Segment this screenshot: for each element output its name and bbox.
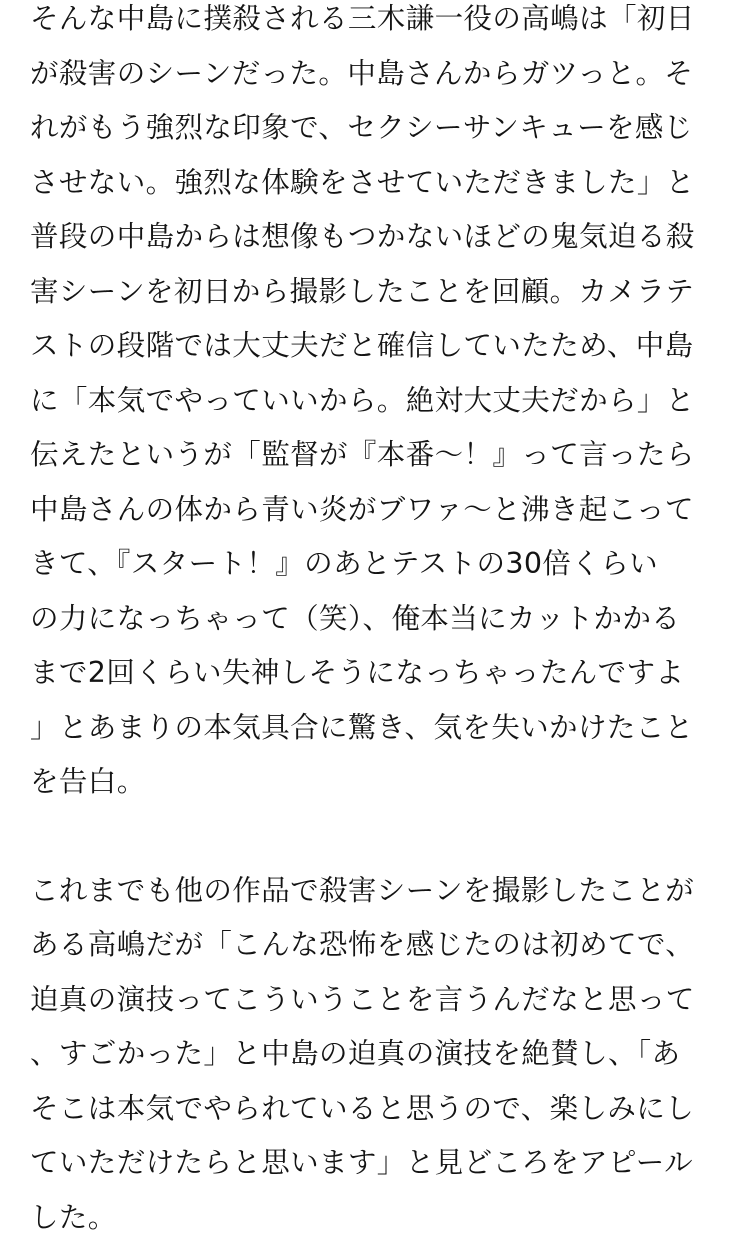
text-line: を告白。 xyxy=(30,755,750,810)
paragraph-spacer xyxy=(30,810,750,864)
text-line: の力になっちゃって（笑）、俺本当にカットかかる xyxy=(30,592,750,647)
text-line: ある高嶋だが「こんな恐怖を感じたのは初めてで、 xyxy=(30,918,750,973)
text-line: させない。強烈な体験をさせていただきました」と xyxy=(30,156,750,211)
text-line: 中島さんの体から青い炎がブワァ〜と沸き起こって xyxy=(30,483,750,538)
text-line: が殺害のシーンだった。中島さんからガツっと。そ xyxy=(30,47,750,102)
text-line: 迫真の演技ってこういうことを言うんだなと思って xyxy=(30,973,750,1028)
text-line: ていただけたらと思います」と見どころをアピール xyxy=(30,1136,750,1191)
text-line: まで2回くらい失神しそうになっちゃったんですよ xyxy=(30,646,750,701)
text-line: した。 xyxy=(30,1191,750,1245)
text-line: れがもう強烈な印象で、セクシーサンキューを感じ xyxy=(30,101,750,156)
text-line: 害シーンを初日から撮影したことを回顧。カメラテ xyxy=(30,265,750,320)
text-line: 普段の中島からは想像もつかないほどの鬼気迫る殺 xyxy=(30,210,750,265)
text-line: きて、『スタート！』のあとテストの30倍くらい xyxy=(30,537,750,592)
paragraph-2 xyxy=(30,864,750,1245)
text-line: 」とあまりの本気具合に驚き、気を失いかけたこと xyxy=(30,701,750,756)
text-line: 、すごかった」と中島の迫真の演技を絶賛し、「あ xyxy=(30,1027,750,1082)
text-line: そこは本気でやられていると思うので、楽しみにし xyxy=(30,1082,750,1137)
paragraph-1 xyxy=(30,0,750,810)
text-line: 伝えたというが「監督が『本番〜！』って言ったら xyxy=(30,428,750,483)
text-line: ストの段階では大丈夫だと確信していたため、中島 xyxy=(30,319,750,374)
text-line: そんな中島に撲殺される三木謙一役の高嶋は「初日 xyxy=(30,0,750,47)
text-line: これまでも他の作品で殺害シーンを撮影したことが xyxy=(30,864,750,919)
text-line: に「本気でやっていいから。絶対大丈夫だから」と xyxy=(30,374,750,429)
